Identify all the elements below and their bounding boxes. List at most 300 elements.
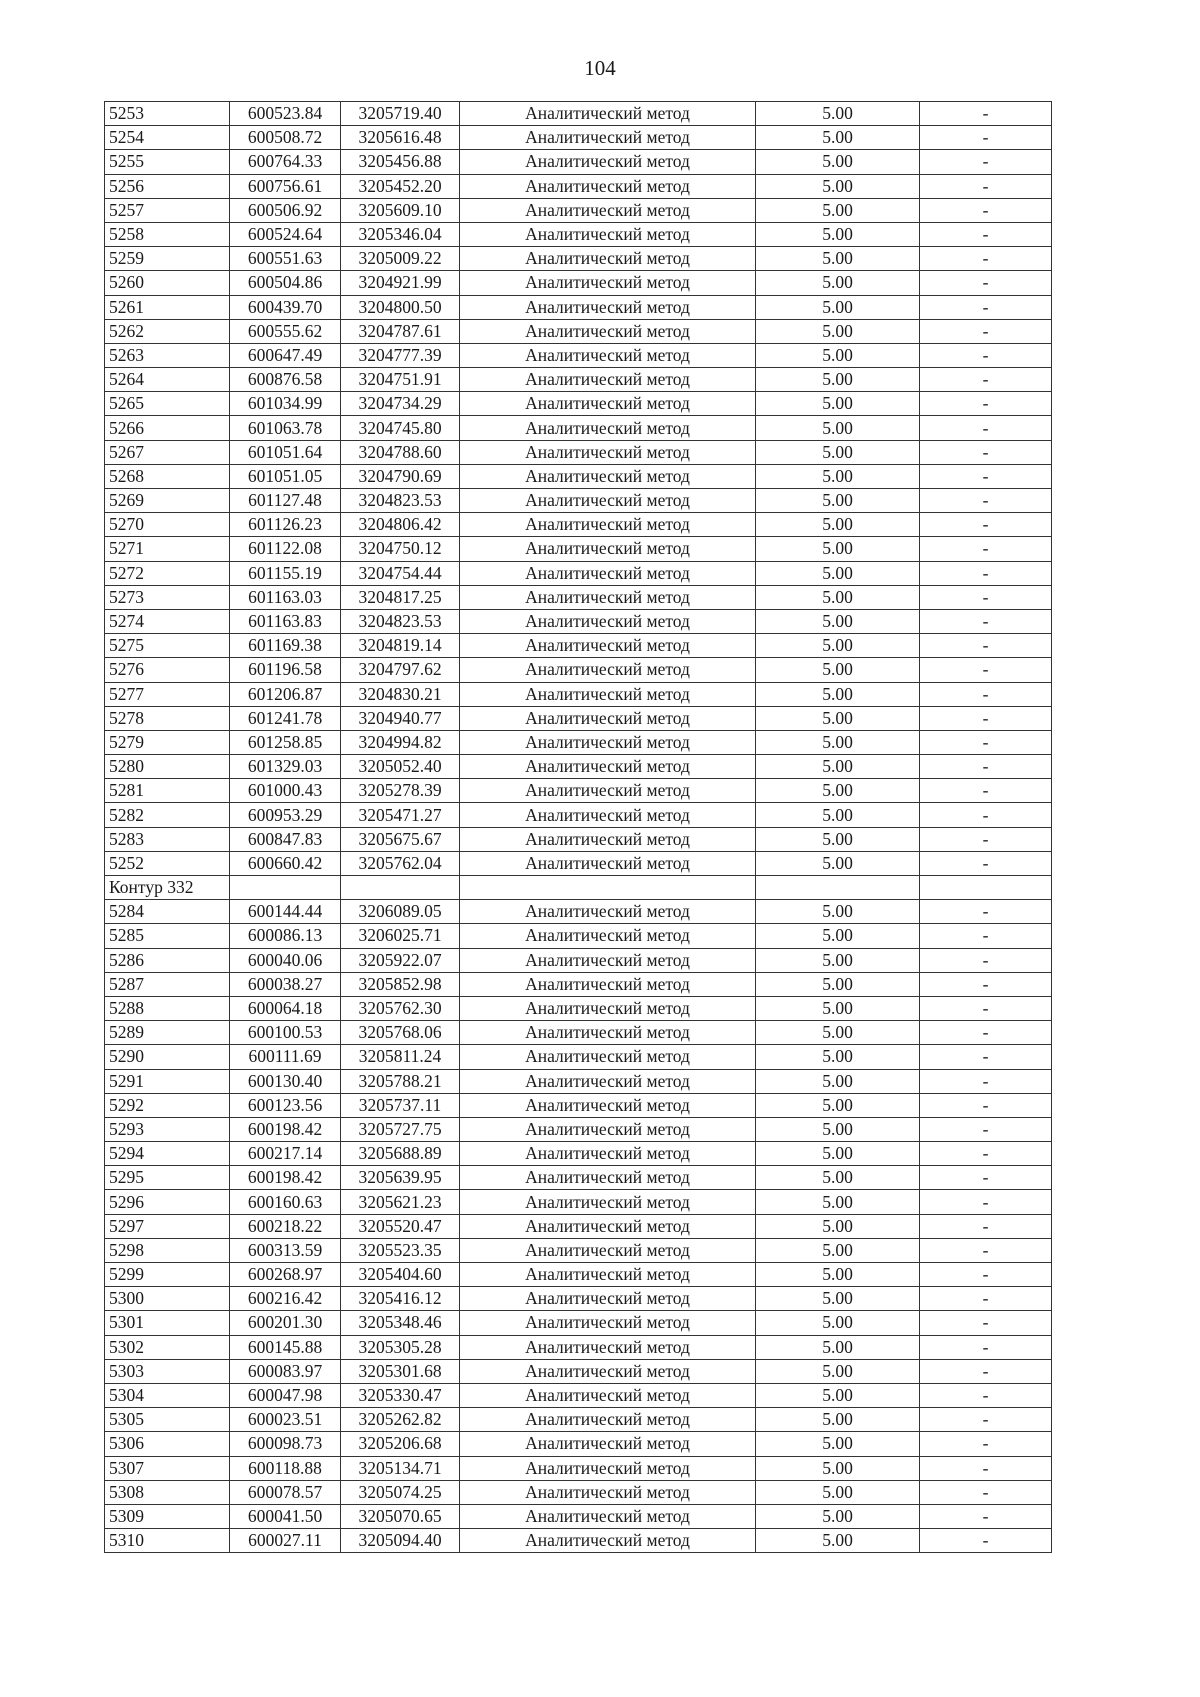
accuracy-cell: 5.00 [756, 609, 920, 633]
accuracy-cell: 5.00 [756, 634, 920, 658]
method-cell: Аналитический метод [460, 368, 756, 392]
x-coordinate-cell: 600198.42 [230, 1117, 341, 1141]
y-coordinate-cell: 3205416.12 [341, 1287, 460, 1311]
method-cell: Аналитический метод [460, 1359, 756, 1383]
extra-cell: - [920, 416, 1052, 440]
accuracy-cell: 5.00 [756, 1311, 920, 1335]
table-row [105, 1117, 1052, 1141]
y-coordinate-cell: 3204788.60 [341, 440, 460, 464]
method-cell: Аналитический метод [460, 1093, 756, 1117]
method-cell: Аналитический метод [460, 779, 756, 803]
x-coordinate-cell: 600160.63 [230, 1190, 341, 1214]
method-cell: Аналитический метод [460, 1456, 756, 1480]
extra-cell: - [920, 247, 1052, 271]
method-cell: Аналитический метод [460, 1335, 756, 1359]
table-row [105, 1480, 1052, 1504]
method-cell: Аналитический метод [460, 1214, 756, 1238]
table-row [105, 392, 1052, 416]
accuracy-cell: 5.00 [756, 1480, 920, 1504]
extra-cell: - [920, 900, 1052, 924]
extra-cell: - [920, 1069, 1052, 1093]
table-row [105, 634, 1052, 658]
method-cell: Аналитический метод [460, 319, 756, 343]
y-coordinate-cell: 3205788.21 [341, 1069, 460, 1093]
point-id-cell: 5295 [105, 1166, 230, 1190]
point-id-cell: 5289 [105, 1021, 230, 1045]
extra-cell: - [920, 102, 1052, 126]
method-cell: Аналитический метод [460, 343, 756, 367]
point-id-cell: 5288 [105, 996, 230, 1020]
extra-cell: - [920, 972, 1052, 996]
y-coordinate-cell: 3205206.68 [341, 1432, 460, 1456]
point-id-cell: 5265 [105, 392, 230, 416]
method-cell: Аналитический метод [460, 609, 756, 633]
accuracy-cell: 5.00 [756, 440, 920, 464]
accuracy-cell [756, 876, 920, 900]
accuracy-cell: 5.00 [756, 948, 920, 972]
y-coordinate-cell: 3205094.40 [341, 1529, 460, 1553]
accuracy-cell: 5.00 [756, 1408, 920, 1432]
x-coordinate-cell: 601000.43 [230, 779, 341, 803]
point-id-cell: 5302 [105, 1335, 230, 1359]
extra-cell: - [920, 392, 1052, 416]
accuracy-cell: 5.00 [756, 513, 920, 537]
extra-cell: - [920, 803, 1052, 827]
point-id-cell: 5263 [105, 343, 230, 367]
x-coordinate-cell: 600064.18 [230, 996, 341, 1020]
table-row [105, 416, 1052, 440]
point-id-cell: 5277 [105, 682, 230, 706]
method-cell: Аналитический метод [460, 271, 756, 295]
method-cell: Аналитический метод [460, 102, 756, 126]
accuracy-cell: 5.00 [756, 1166, 920, 1190]
y-coordinate-cell: 3205811.24 [341, 1045, 460, 1069]
accuracy-cell: 5.00 [756, 1529, 920, 1553]
extra-cell: - [920, 1359, 1052, 1383]
table-row [105, 343, 1052, 367]
x-coordinate-cell: 600268.97 [230, 1263, 341, 1287]
table-row [105, 174, 1052, 198]
table-row [105, 537, 1052, 561]
table-row [105, 996, 1052, 1020]
y-coordinate-cell: 3205609.10 [341, 198, 460, 222]
accuracy-cell: 5.00 [756, 851, 920, 875]
accuracy-cell: 5.00 [756, 755, 920, 779]
extra-cell: - [920, 658, 1052, 682]
extra-cell: - [920, 996, 1052, 1020]
point-id-cell: 5259 [105, 247, 230, 271]
method-cell: Аналитический метод [460, 1432, 756, 1456]
accuracy-cell: 5.00 [756, 561, 920, 585]
x-coordinate-cell: 600041.50 [230, 1504, 341, 1528]
extra-cell: - [920, 1238, 1052, 1262]
y-coordinate-cell: 3205452.20 [341, 174, 460, 198]
method-cell: Аналитический метод [460, 948, 756, 972]
extra-cell: - [920, 851, 1052, 875]
y-coordinate-cell: 3205639.95 [341, 1166, 460, 1190]
extra-cell: - [920, 779, 1052, 803]
x-coordinate-cell [230, 876, 341, 900]
method-cell: Аналитический метод [460, 996, 756, 1020]
accuracy-cell: 5.00 [756, 972, 920, 996]
y-coordinate-cell: 3204797.62 [341, 658, 460, 682]
method-cell: Аналитический метод [460, 706, 756, 730]
y-coordinate-cell: 3205262.82 [341, 1408, 460, 1432]
table-row [105, 1238, 1052, 1262]
point-id-cell: 5253 [105, 102, 230, 126]
table-row [105, 972, 1052, 996]
x-coordinate-cell: 600047.98 [230, 1383, 341, 1407]
extra-cell: - [920, 1432, 1052, 1456]
x-coordinate-cell: 601051.64 [230, 440, 341, 464]
extra-cell: - [920, 561, 1052, 585]
extra-cell: - [920, 585, 1052, 609]
y-coordinate-cell: 3205523.35 [341, 1238, 460, 1262]
method-cell: Аналитический метод [460, 1311, 756, 1335]
method-cell: Аналитический метод [460, 1142, 756, 1166]
table-row [105, 440, 1052, 464]
method-cell: Аналитический метод [460, 1069, 756, 1093]
y-coordinate-cell: 3204823.53 [341, 609, 460, 633]
extra-cell: - [920, 1190, 1052, 1214]
x-coordinate-cell: 600523.84 [230, 102, 341, 126]
accuracy-cell: 5.00 [756, 1069, 920, 1093]
y-coordinate-cell: 3204750.12 [341, 537, 460, 561]
table-row [105, 706, 1052, 730]
y-coordinate-cell: 3205009.22 [341, 247, 460, 271]
method-cell: Аналитический метод [460, 150, 756, 174]
y-coordinate-cell: 3204830.21 [341, 682, 460, 706]
method-cell: Аналитический метод [460, 126, 756, 150]
method-cell: Аналитический метод [460, 1263, 756, 1287]
table-row [105, 222, 1052, 246]
method-cell: Аналитический метод [460, 247, 756, 271]
method-cell: Аналитический метод [460, 1238, 756, 1262]
accuracy-cell: 5.00 [756, 827, 920, 851]
table-row [105, 609, 1052, 633]
y-coordinate-cell: 3205922.07 [341, 948, 460, 972]
point-id-cell: 5270 [105, 513, 230, 537]
extra-cell: - [920, 537, 1052, 561]
method-cell: Аналитический метод [460, 634, 756, 658]
point-id-cell: 5280 [105, 755, 230, 779]
method-cell: Аналитический метод [460, 1045, 756, 1069]
accuracy-cell: 5.00 [756, 779, 920, 803]
method-cell: Аналитический метод [460, 1021, 756, 1045]
point-id-cell: 5310 [105, 1529, 230, 1553]
accuracy-cell: 5.00 [756, 730, 920, 754]
extra-cell [920, 876, 1052, 900]
accuracy-cell: 5.00 [756, 1287, 920, 1311]
table-row [105, 803, 1052, 827]
point-id-cell: 5291 [105, 1069, 230, 1093]
x-coordinate-cell: 601126.23 [230, 513, 341, 537]
table-row [105, 924, 1052, 948]
accuracy-cell: 5.00 [756, 416, 920, 440]
point-id-cell: 5307 [105, 1456, 230, 1480]
page-number: 104 [584, 56, 616, 80]
x-coordinate-cell: 600144.44 [230, 900, 341, 924]
x-coordinate-cell: 600555.62 [230, 319, 341, 343]
method-cell: Аналитический метод [460, 295, 756, 319]
method-cell: Аналитический метод [460, 1190, 756, 1214]
accuracy-cell: 5.00 [756, 585, 920, 609]
table-row [105, 198, 1052, 222]
accuracy-cell: 5.00 [756, 1456, 920, 1480]
accuracy-cell: 5.00 [756, 537, 920, 561]
x-coordinate-cell: 600660.42 [230, 851, 341, 875]
accuracy-cell: 5.00 [756, 102, 920, 126]
accuracy-cell: 5.00 [756, 924, 920, 948]
table-row [105, 1287, 1052, 1311]
accuracy-cell: 5.00 [756, 368, 920, 392]
point-id-cell: 5300 [105, 1287, 230, 1311]
extra-cell: - [920, 1335, 1052, 1359]
point-id-cell: 5262 [105, 319, 230, 343]
table-row [105, 827, 1052, 851]
table-row [105, 150, 1052, 174]
y-coordinate-cell: 3205456.88 [341, 150, 460, 174]
point-id-cell: 5254 [105, 126, 230, 150]
extra-cell: - [920, 948, 1052, 972]
y-coordinate-cell: 3204819.14 [341, 634, 460, 658]
x-coordinate-cell: 600201.30 [230, 1311, 341, 1335]
table-row [105, 658, 1052, 682]
x-coordinate-cell: 600313.59 [230, 1238, 341, 1262]
y-coordinate-cell: 3205852.98 [341, 972, 460, 996]
point-id-cell: 5308 [105, 1480, 230, 1504]
accuracy-cell: 5.00 [756, 295, 920, 319]
accuracy-cell: 5.00 [756, 319, 920, 343]
method-cell: Аналитический метод [460, 1383, 756, 1407]
point-id-cell: 5257 [105, 198, 230, 222]
table-row [105, 948, 1052, 972]
accuracy-cell: 5.00 [756, 803, 920, 827]
method-cell: Аналитический метод [460, 1504, 756, 1528]
extra-cell: - [920, 489, 1052, 513]
x-coordinate-cell: 600123.56 [230, 1093, 341, 1117]
y-coordinate-cell: 3204790.69 [341, 464, 460, 488]
accuracy-cell: 5.00 [756, 1504, 920, 1528]
point-id-cell: 5258 [105, 222, 230, 246]
point-id-cell: 5294 [105, 1142, 230, 1166]
point-id-cell: 5303 [105, 1359, 230, 1383]
table-row [105, 368, 1052, 392]
accuracy-cell: 5.00 [756, 489, 920, 513]
extra-cell: - [920, 319, 1052, 343]
accuracy-cell: 5.00 [756, 1190, 920, 1214]
y-coordinate-cell: 3205675.67 [341, 827, 460, 851]
x-coordinate-cell: 600198.42 [230, 1166, 341, 1190]
y-coordinate-cell: 3204745.80 [341, 416, 460, 440]
point-id-cell: 5266 [105, 416, 230, 440]
x-coordinate-cell: 601127.48 [230, 489, 341, 513]
point-id-cell: 5264 [105, 368, 230, 392]
y-coordinate-cell: 3205330.47 [341, 1383, 460, 1407]
extra-cell: - [920, 1093, 1052, 1117]
extra-cell: - [920, 150, 1052, 174]
y-coordinate-cell: 3205404.60 [341, 1263, 460, 1287]
point-id-cell: 5261 [105, 295, 230, 319]
table-row [105, 1021, 1052, 1045]
accuracy-cell: 5.00 [756, 150, 920, 174]
accuracy-cell: 5.00 [756, 900, 920, 924]
point-id-cell: 5269 [105, 489, 230, 513]
method-cell: Аналитический метод [460, 392, 756, 416]
table-row [105, 271, 1052, 295]
table-row [105, 1263, 1052, 1287]
method-cell: Аналитический метод [460, 1287, 756, 1311]
method-cell: Аналитический метод [460, 1529, 756, 1553]
point-id-cell: 5281 [105, 779, 230, 803]
y-coordinate-cell: 3206089.05 [341, 900, 460, 924]
accuracy-cell: 5.00 [756, 1359, 920, 1383]
accuracy-cell: 5.00 [756, 247, 920, 271]
accuracy-cell: 5.00 [756, 1214, 920, 1238]
accuracy-cell: 5.00 [756, 1045, 920, 1069]
y-coordinate-cell: 3205070.65 [341, 1504, 460, 1528]
table-row [105, 1383, 1052, 1407]
method-cell: Аналитический метод [460, 1166, 756, 1190]
x-coordinate-cell: 600756.61 [230, 174, 341, 198]
extra-cell: - [920, 730, 1052, 754]
table-row [105, 126, 1052, 150]
method-cell: Аналитический метод [460, 1480, 756, 1504]
point-id-cell: 5297 [105, 1214, 230, 1238]
extra-cell: - [920, 1456, 1052, 1480]
point-id-cell: 5305 [105, 1408, 230, 1432]
y-coordinate-cell: 3204806.42 [341, 513, 460, 537]
accuracy-cell: 5.00 [756, 1383, 920, 1407]
table-row [105, 730, 1052, 754]
method-cell: Аналитический метод [460, 537, 756, 561]
point-id-cell: 5286 [105, 948, 230, 972]
method-cell: Аналитический метод [460, 730, 756, 754]
extra-cell: - [920, 295, 1052, 319]
accuracy-cell: 5.00 [756, 1432, 920, 1456]
y-coordinate-cell: 3205134.71 [341, 1456, 460, 1480]
accuracy-cell: 5.00 [756, 126, 920, 150]
extra-cell: - [920, 1529, 1052, 1553]
extra-cell: - [920, 827, 1052, 851]
x-coordinate-cell: 600040.06 [230, 948, 341, 972]
x-coordinate-cell: 601169.38 [230, 634, 341, 658]
y-coordinate-cell: 3204823.53 [341, 489, 460, 513]
method-cell [460, 876, 756, 900]
point-id-cell: 5309 [105, 1504, 230, 1528]
x-coordinate-cell: 600216.42 [230, 1287, 341, 1311]
method-cell: Аналитический метод [460, 827, 756, 851]
point-id-cell: 5299 [105, 1263, 230, 1287]
y-coordinate-cell: 3204817.25 [341, 585, 460, 609]
x-coordinate-cell: 600078.57 [230, 1480, 341, 1504]
x-coordinate-cell: 600508.72 [230, 126, 341, 150]
table-row [105, 489, 1052, 513]
y-coordinate-cell: 3205052.40 [341, 755, 460, 779]
table-row [105, 1335, 1052, 1359]
accuracy-cell: 5.00 [756, 682, 920, 706]
x-coordinate-cell: 600647.49 [230, 343, 341, 367]
table-row [105, 585, 1052, 609]
point-id-cell: 5290 [105, 1045, 230, 1069]
table-row [105, 1529, 1052, 1553]
x-coordinate-cell: 600764.33 [230, 150, 341, 174]
y-coordinate-cell: 3205727.75 [341, 1117, 460, 1141]
method-cell: Аналитический метод [460, 851, 756, 875]
table-body [105, 102, 1052, 1553]
method-cell: Аналитический метод [460, 489, 756, 513]
x-coordinate-cell: 600145.88 [230, 1335, 341, 1359]
method-cell: Аналитический метод [460, 561, 756, 585]
y-coordinate-cell: 3204940.77 [341, 706, 460, 730]
point-id-cell: 5276 [105, 658, 230, 682]
table-row [105, 1359, 1052, 1383]
x-coordinate-cell: 600551.63 [230, 247, 341, 271]
point-id-cell: 5287 [105, 972, 230, 996]
extra-cell: - [920, 682, 1052, 706]
point-id-cell: 5260 [105, 271, 230, 295]
point-id-cell: 5292 [105, 1093, 230, 1117]
extra-cell: - [920, 1142, 1052, 1166]
y-coordinate-cell: 3204754.44 [341, 561, 460, 585]
table-row [105, 1432, 1052, 1456]
x-coordinate-cell: 600504.86 [230, 271, 341, 295]
method-cell: Аналитический метод [460, 900, 756, 924]
x-coordinate-cell: 600098.73 [230, 1432, 341, 1456]
point-id-cell: 5285 [105, 924, 230, 948]
x-coordinate-cell: 600038.27 [230, 972, 341, 996]
x-coordinate-cell: 600111.69 [230, 1045, 341, 1069]
point-id-cell: 5284 [105, 900, 230, 924]
method-cell: Аналитический метод [460, 198, 756, 222]
method-cell: Аналитический метод [460, 440, 756, 464]
x-coordinate-cell: 601063.78 [230, 416, 341, 440]
point-id-cell: 5298 [105, 1238, 230, 1262]
extra-cell: - [920, 464, 1052, 488]
point-id-cell: 5255 [105, 150, 230, 174]
y-coordinate-cell: 3204994.82 [341, 730, 460, 754]
x-coordinate-cell: 600086.13 [230, 924, 341, 948]
accuracy-cell: 5.00 [756, 271, 920, 295]
accuracy-cell: 5.00 [756, 1021, 920, 1045]
accuracy-cell: 5.00 [756, 464, 920, 488]
table-row [105, 1142, 1052, 1166]
table-row [105, 1214, 1052, 1238]
method-cell: Аналитический метод [460, 585, 756, 609]
extra-cell: - [920, 609, 1052, 633]
x-coordinate-cell: 600218.22 [230, 1214, 341, 1238]
accuracy-cell: 5.00 [756, 1238, 920, 1262]
method-cell: Аналитический метод [460, 803, 756, 827]
y-coordinate-cell: 3204751.91 [341, 368, 460, 392]
point-id-cell: Контур 332 [105, 876, 230, 900]
point-id-cell: 5272 [105, 561, 230, 585]
method-cell: Аналитический метод [460, 924, 756, 948]
x-coordinate-cell: 601163.83 [230, 609, 341, 633]
extra-cell: - [920, 1214, 1052, 1238]
point-id-cell: 5278 [105, 706, 230, 730]
extra-cell: - [920, 343, 1052, 367]
y-coordinate-cell: 3205305.28 [341, 1335, 460, 1359]
y-coordinate-cell: 3205348.46 [341, 1311, 460, 1335]
point-id-cell: 5301 [105, 1311, 230, 1335]
x-coordinate-cell: 601155.19 [230, 561, 341, 585]
table-row [105, 1069, 1052, 1093]
accuracy-cell: 5.00 [756, 392, 920, 416]
x-coordinate-cell: 600130.40 [230, 1069, 341, 1093]
extra-cell: - [920, 368, 1052, 392]
y-coordinate-cell [341, 876, 460, 900]
